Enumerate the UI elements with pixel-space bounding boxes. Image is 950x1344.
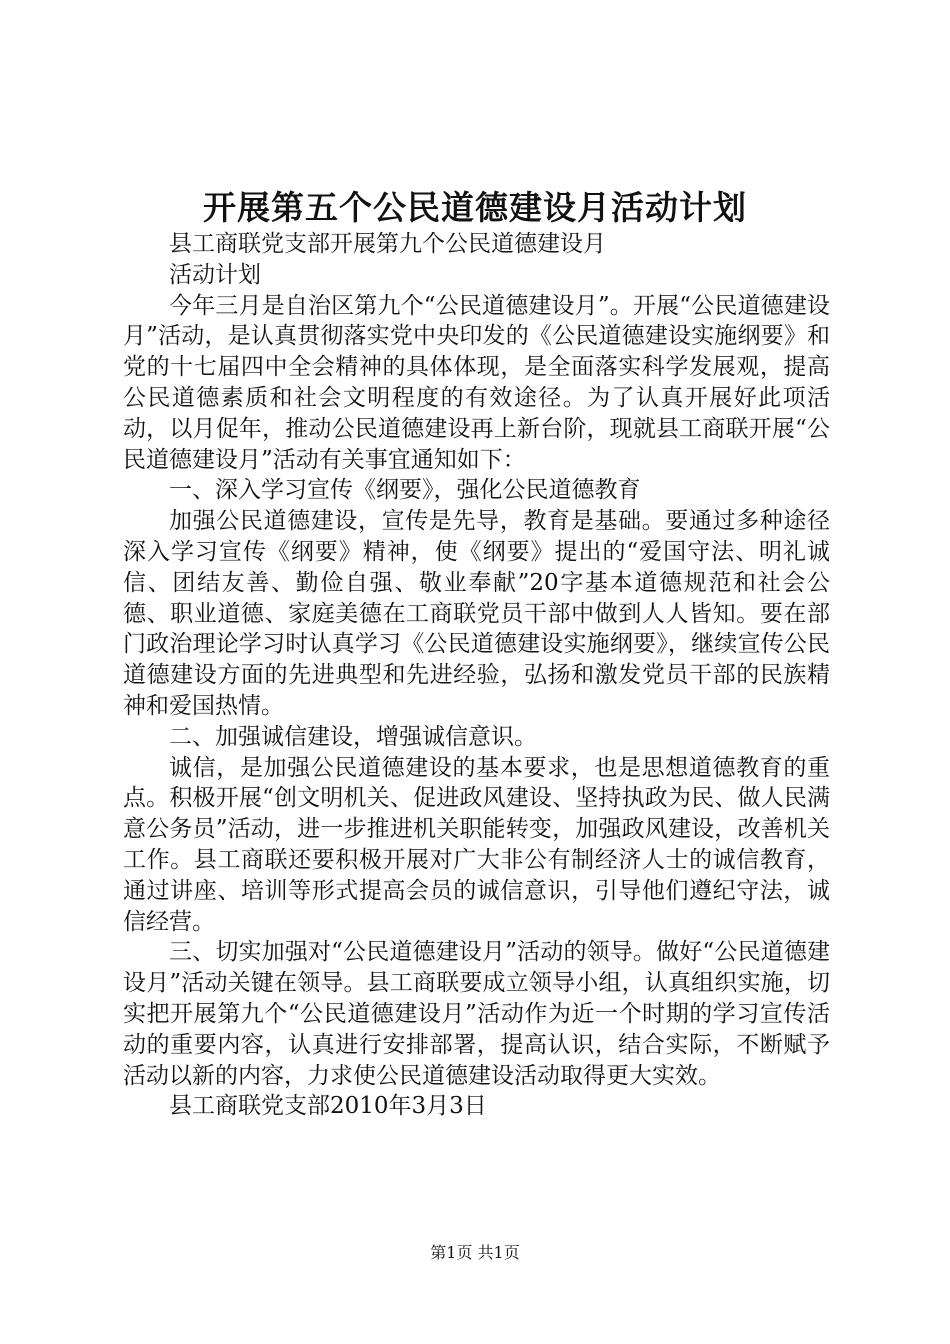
paragraph-section-3: 三、切实加强对“公民道德建设月”活动的领导。做好“公民道德建设月”活动关键在领导。县工商联要成立领导小组，认真组织实施，切实把开展第九个“公民道德建设月”活动作为近一个时期的学习宣传活动的重要内容，认真进行安排部署，提高认识，结合实际，不断赋予活动以新的内容，力求使公民道德建设活动取得更大实效。 — [123, 939, 830, 1089]
paragraph-section-1: 加强公民道德建设，宣传是先导，教育是基础。要通过多种途径深入学习宣传《纲要》精神，使《纲要》提出的“爱国守法、明礼诚信、团结友善、勤俭自强、敬业奉献”20字基本道德规范和社会公德、职业道德、家庭美德在工商联党员干部中做到人人皆知。要在部门政治理论学习时认真学习《公民道德建设实施纲要》，继续宣传公民道德建设方面的先进典型和先进经验，弘扬和激发党员干部的民族精神和爱国热情。 — [123, 508, 830, 719]
paragraph-section-2: 诚信，是加强公民道德建设的基本要求，也是思想道德教育的重点。积极开展“创文明机关、促进政风建设、坚持执政为民、做人民满意公务员”活动，进一步推进机关职能转变，加强政风建设，改善机关工作。县工商联还要积极开展对广大非公有制经济人士的诚信教育，通过讲座、培训等形式提高会员的诚信意识，引导他们遵纪守法，诚信经营。 — [123, 754, 830, 935]
paragraph-intro: 今年三月是自治区第九个“公民道德建设月”。开展“公民道德建设月”活动，是认真贯彻落实党中央印发的《公民道德建设实施纲要》和党的十七届四中全会精神的具体体现，是全面落实科学发展观，提高公民道德素质和社会文明程度的有效途径。为了认真开展好此项活动，以月促年，推动公民道德建设再上新台阶，现就县工商联开展“公民道德建设月”活动有关事宜通知如下： — [123, 292, 830, 473]
subtitle-line-1: 县工商联党支部开展第九个公民道德建设月 — [169, 231, 606, 257]
page-footer: 第1页 共1页 — [430, 1243, 520, 1262]
subtitle-line-2: 活动计划 — [169, 261, 261, 288]
signature-date: 县工商联党支部2010年3月3日 — [169, 1093, 487, 1120]
section-heading-2: 二、加强诚信建设，增强诚信意识。 — [169, 723, 537, 750]
document-title: 开展第五个公民道德建设月活动计划 — [203, 188, 747, 227]
document-body — [123, 229, 830, 1122]
section-heading-1: 一、深入学习宣传《纲要》，强化公民道德教育 — [169, 477, 641, 504]
